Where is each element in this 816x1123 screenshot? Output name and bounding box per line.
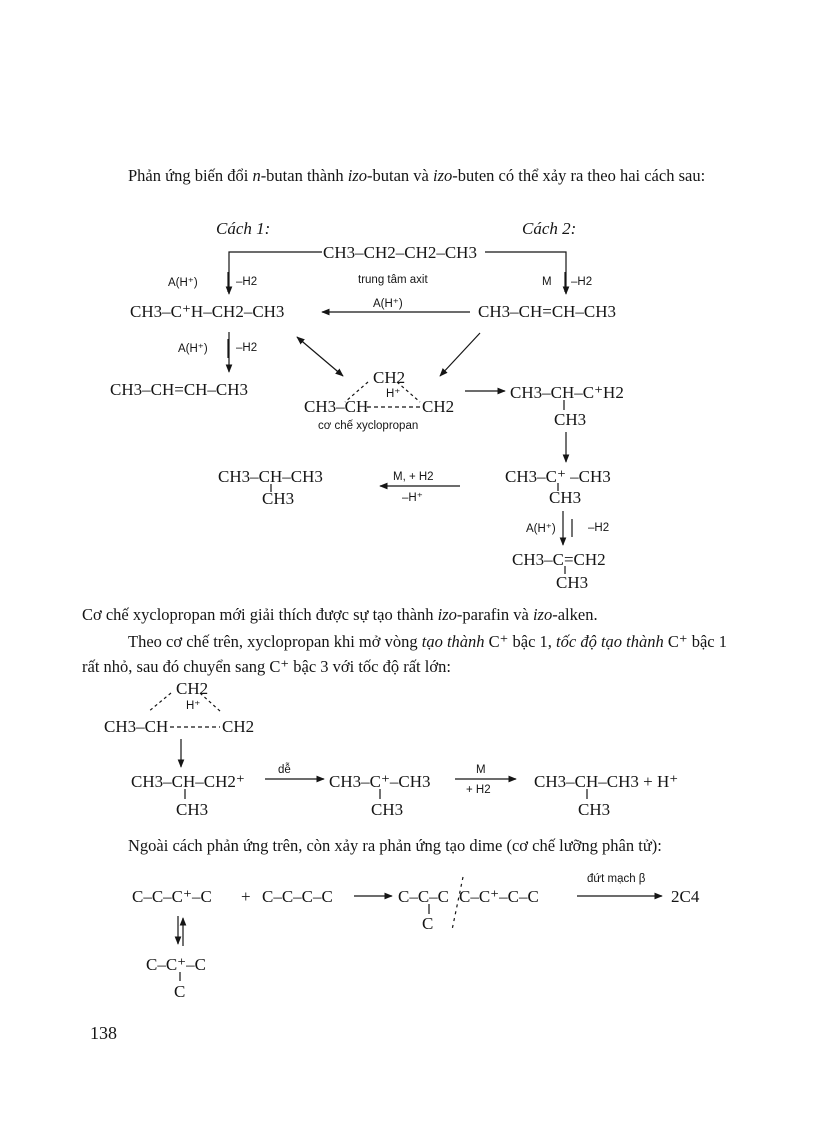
- tertiary-carbocation-2-branch: CH3: [371, 800, 404, 819]
- page-number: 138: [90, 1023, 117, 1043]
- arrow-cach1-down: [229, 252, 322, 294]
- tertiary-carbocation: CH3–C⁺ –CH3: [505, 467, 611, 486]
- product-2c4: 2C4: [671, 887, 700, 906]
- isobutyl-carbocation: C–C⁺–C: [146, 955, 206, 974]
- tertiary-carbocation-2: CH3–C⁺–CH3: [329, 772, 431, 791]
- butene-2-left: CH3–CH=CH–CH3: [110, 380, 249, 399]
- n-butane-formula: CH3–CH2–CH2–CH3: [323, 243, 477, 262]
- cyclopropane-top: CH2: [373, 368, 406, 387]
- cyclopropane-caption: cơ chế xyclopropan: [318, 420, 419, 432]
- condition-h2-5: + H2: [466, 784, 491, 796]
- arrow-cach2-down: [485, 252, 566, 294]
- isobutane-2-formula: CH3–CH–CH3 + H⁺: [534, 772, 679, 791]
- condition-easy: dễ: [278, 764, 291, 776]
- cyclopropane-proton: H⁺: [386, 388, 401, 400]
- plus-sign: +: [241, 887, 251, 906]
- condition-h2-4: –H2: [588, 522, 610, 534]
- condition-metal-h2: M, + H2: [393, 471, 434, 483]
- dimer-left: C–C–C: [398, 887, 450, 906]
- isobutane-formula: CH3–CH–CH3: [218, 467, 323, 486]
- cyclopropane-2-proton: H⁺: [186, 700, 201, 712]
- isobutyl-carbocation-branch: C: [174, 982, 186, 1001]
- condition-metal-1: M: [542, 276, 552, 288]
- cach-2-label: Cách 2:: [522, 219, 577, 238]
- condition-acid-1: A(H⁺): [168, 277, 198, 289]
- arrow-to-cyclopropane: [440, 333, 480, 376]
- isobutane-branch: CH3: [262, 489, 295, 508]
- condition-acid-2: A(H⁺): [178, 343, 208, 355]
- acid-center-label: trung tâm axit: [358, 274, 428, 286]
- isobutene-branch: CH3: [556, 573, 589, 592]
- paragraph-2: Cơ chế xyclopropan mới giải thích được sự tạo thành izo-parafin và izo-alken.: [82, 605, 598, 624]
- condition-minus-proton: –H⁺: [402, 492, 423, 504]
- cyclopropane-right: CH2: [422, 397, 455, 416]
- primary-carbocation-branch: CH3: [554, 410, 587, 429]
- condition-beta-scission: đứt mạch β: [587, 873, 646, 885]
- condition-h2-3: –H2: [236, 342, 258, 354]
- primary-carbocation-2: CH3–CH–CH2⁺: [131, 772, 245, 791]
- condition-h2-2: –H2: [571, 276, 593, 288]
- primary-carbocation-2-branch: CH3: [176, 800, 209, 819]
- isobutene-formula: CH3–C=CH2: [512, 550, 606, 569]
- condition-acid-3: A(H⁺): [526, 523, 556, 535]
- dimer-right: C–C⁺–C–C: [459, 887, 539, 906]
- paragraph-3: Theo cơ chế trên, xyclopropan khi mở vòng tạo thành C⁺ bậc 1, tốc độ tạo thành C⁺ bậc 1 rất nhỏ, sau đó chuyển sang C⁺ bậc 3 với tốc độ rất lớn:: [82, 632, 727, 676]
- carbocation-c4: C–C–C⁺–C: [132, 887, 212, 906]
- primary-carbocation: CH3–CH–C⁺H2: [510, 383, 624, 402]
- cyclopropane-2-top: CH2: [176, 679, 209, 698]
- butene-2-right: CH3–CH=CH–CH3: [478, 302, 617, 321]
- dimer-branch: C: [422, 914, 434, 933]
- cach-1-label: Cách 1:: [216, 219, 271, 238]
- isobutane-2-branch: CH3: [578, 800, 611, 819]
- condition-h2-1: –H2: [236, 276, 258, 288]
- cyclopropane-2-left: CH3–CH: [104, 717, 169, 736]
- butane-chain: C–C–C–C: [262, 887, 333, 906]
- secondary-carbocation: CH3–C⁺H–CH2–CH3: [130, 302, 285, 321]
- arrow-equilibrium-diag: [297, 337, 343, 376]
- tertiary-carbocation-branch: CH3: [549, 488, 582, 507]
- paragraph-4: Ngoài cách phản ứng trên, còn xảy ra phản ứng tạo dime (cơ chế lưỡng phân tử):: [128, 836, 662, 855]
- intro-paragraph: Phản ứng biến đổi n-butan thành izo-butan và izo-buten có thể xảy ra theo hai cách sau:: [128, 166, 706, 185]
- condition-metal-2: M: [476, 764, 486, 776]
- condition-acid-arrow: A(H⁺): [373, 298, 403, 310]
- cyclopropane-left: CH3–CH: [304, 397, 369, 416]
- cyclopropane-2-right: CH2: [222, 717, 255, 736]
